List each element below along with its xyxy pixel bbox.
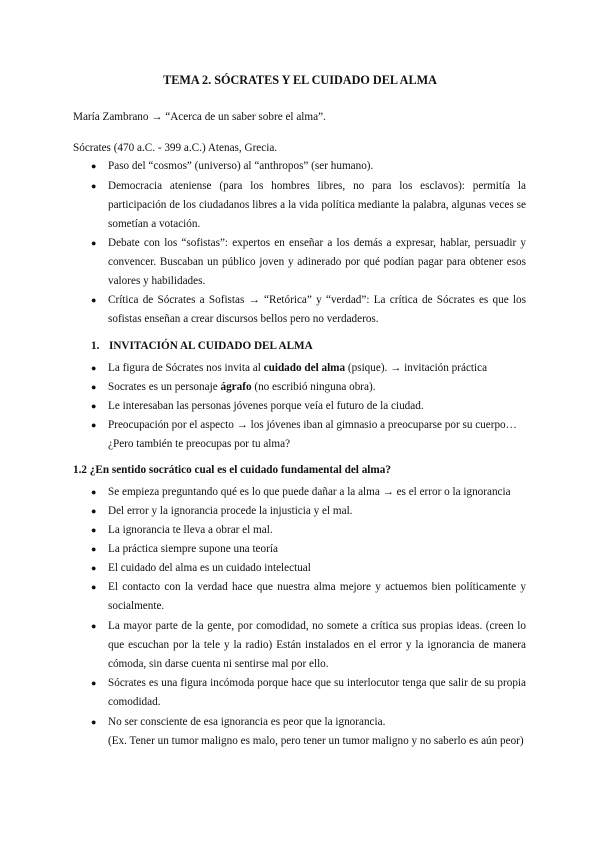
bullet-icon: ● [91,621,97,631]
bullet-icon: ● [91,678,97,688]
section-1-2-heading: 1.2 ¿En sentido socrático cual es el cuidado fundamental del alma? [73,464,391,476]
bullet-icon: ● [91,487,97,497]
section-1-number: 1. [91,340,100,352]
bullet-icon: ● [91,544,97,554]
bullet-icon: ● [91,161,97,171]
list-item: ● Preocupación por el aspecto → los jóvenes iban al gimnasio a preocuparse por su cuerpo… ¿Pero también te preocupas por tu alma? [108,416,526,454]
document-title: TEMA 2. SÓCRATES Y EL CUIDADO DEL ALMA [163,73,437,87]
bullet-icon: ● [91,525,97,535]
list-item: ● Crítica de Sócrates a Sofistas → “Retórica” y “verdad”: La crítica de Sócrates es que los sofistas enseñan a crear discursos bellos pero no verdaderos. [108,291,526,329]
list-item: ● El contacto con la verdad hace que nuestra alma mejore y actuemos bien políticamente y socialmente. [108,578,526,616]
intro-zambrano: María Zambrano → “Acerca de un saber sobre el alma”. [73,111,326,123]
bullet-icon: ● [91,382,97,392]
intro-socrates: Sócrates (470 a.C. - 399 a.C.) Atenas, Grecia. [73,142,278,154]
list-item: ● Democracia ateniense (para los hombres libres, no para los esclavos): permitía la participación de los ciudadanos libres a la vida política mediante la palabra, algunas veces se sometían a votación. [108,177,526,234]
bullet-icon: ● [91,363,97,373]
bullet-icon: ● [91,238,97,248]
list-item: ● Socrates es un personaje ágrafo (no escribió ninguna obra). [108,378,526,397]
emphasis-text: cuidado del alma [263,362,346,374]
list-item: ● Debate con los “sofistas”: expertos en enseñar a los demás a expresar, hablar, persuadir y convencer. Buscaban un público joven y adinerado por qué podían pagar para obtener esos valores y habilidades. [108,234,526,291]
list-item: ● Sócrates es una figura incómoda porque hace que su interlocutor tenga que salir de su propia comodidad. [108,674,526,712]
bullet-icon: ● [91,717,97,727]
bullet-icon: ● [91,420,97,430]
section-1-title: INVITACIÓN AL CUIDADO DEL ALMA [109,340,313,352]
list-item: ● Del error y la ignorancia procede la injusticia y el mal. [108,502,526,521]
list-item: ● Le interesaban las personas jóvenes porque veía el futuro de la ciudad. [108,397,526,416]
bullet-icon: ● [91,582,97,592]
list-item: ● El cuidado del alma es un cuidado intelectual [108,559,526,578]
list-item: ● No ser consciente de esa ignorancia es peor que la ignorancia. (Ex. Tener un tumor maligno es malo, pero tener un tumor maligno y no saberlo es aún peor) [108,713,526,751]
bullet-icon: ● [91,506,97,516]
bullet-icon: ● [91,295,97,305]
list-item: ● La mayor parte de la gente, por comodidad, no somete a crítica sus propias ideas. (creen lo que escuchan por la tele y la radio) Están instalados en el error y la ignorancia de manera cómoda, sin darse cuenta ni sentirse mal por ello. [108,617,526,674]
list-item: ● La práctica siempre supone una teoría [108,540,526,559]
bullet-icon: ● [91,563,97,573]
section-1-heading [91,340,313,352]
list-item: ● La ignorancia te lleva a obrar el mal. [108,521,526,540]
bullet-icon: ● [91,401,97,411]
bullet-icon: ● [91,181,97,191]
list-item: ● Se empieza preguntando qué es lo que puede dañar a la alma → es el error o la ignorancia [108,483,526,502]
list-item: ● Paso del “cosmos” (universo) al “anthropos” (ser humano). [108,157,526,176]
emphasis-text: ágrafo [220,381,252,393]
list-item: ● La figura de Sócrates nos invita al cuidado del alma (psique). → invitación práctica [108,359,526,378]
